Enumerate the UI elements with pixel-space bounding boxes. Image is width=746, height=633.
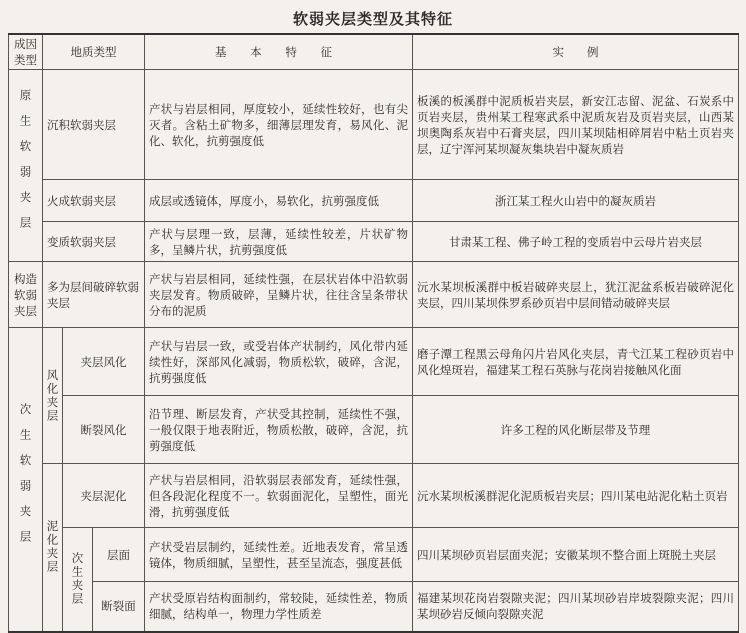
- features-cell: 产状受岩层制约，延续性差。近地表发育，常呈透镜体，物质细腻，呈塑性，甚至呈流态，强度甚低: [145, 528, 413, 582]
- category-primary: 原生软弱夹层: [9, 70, 43, 262]
- examples-cell: 板溪的板溪群中泥质板岩夹层，新安江志留、泥盆、石炭系中页岩夹层，贵州某工程寒武系中泥质灰岩及页岩夹层，山西某坝奥陶系灰岩中石膏夹层，四川某坝陆相碎屑岩中粘土页岩夹层，辽宁浑河某坝凝灰集块岩中凝灰质岩: [413, 70, 739, 180]
- features-cell: 产状与岩层一致，或受岩体产状制约，风化带内延续性好，深部风化减弱，物质松软，破碎，含泥，抗剪强度低: [145, 328, 413, 396]
- subcategory-secondary-sub: 次生夹层: [63, 528, 93, 632]
- features-cell: 成层或透镜体，厚度小，易软化，抗剪强度低: [145, 180, 413, 222]
- weak-interlayer-table: [8, 33, 739, 633]
- category-tectonic: 构造软弱夹层: [9, 262, 43, 328]
- header-examples: 实 例: [413, 34, 739, 70]
- header-cause-type: 成因 类型: [9, 34, 43, 70]
- table-row: [9, 70, 739, 180]
- features-cell: 产状与岩层相同，延续性强，在层状岩体中沿软弱夹层发育。物质破碎，呈鳞片状，往往含呈条带状分布的泥质: [145, 262, 413, 328]
- geo-type-cell: 夹层泥化: [63, 464, 145, 528]
- table-row: [9, 528, 739, 582]
- examples-cell: 沅水某坝板溪群泥化泥质板岩夹层；四川某电站泥化粘土页岩: [413, 464, 739, 528]
- geo-type-cell: 断裂面: [93, 582, 145, 632]
- features-cell: 产状受原岩结构面制约，常较陡，延续性差，物质细腻，结构单一，物理力学性质差: [145, 582, 413, 632]
- examples-cell: 磨子潭工程黑云母角闪片岩风化夹层，青弋江某工程砂页岩中风化煌斑岩，福建某工程石英脉与花岗岩接触风化面: [413, 328, 739, 396]
- table-row: [9, 180, 739, 222]
- category-secondary: 次生软弱夹层: [9, 328, 43, 632]
- geo-type-cell: 沉积软弱夹层: [43, 70, 145, 180]
- features-cell: 沿节理、断层发育，产状受其控制，延续性不强，一般仅限于地表附近，物质松散，破碎，含泥，抗剪强度低: [145, 396, 413, 464]
- examples-cell: 福建某坝花岗岩裂隙夹泥；四川某坝砂岩岸坡裂隙夹泥；四川某坝砂岩反倾向裂隙夹泥: [413, 582, 739, 632]
- header-row: [9, 34, 739, 70]
- subcategory-weathered: 风化夹层: [43, 328, 63, 464]
- geo-type-cell: 层面: [93, 528, 145, 582]
- examples-cell: 沅水某坝板溪群中板岩破碎夹层上，犹江泥盆系板岩破碎泥化夹层，四川某坝侏罗系砂页岩中层间错动破碎夹层: [413, 262, 739, 328]
- table-row: [9, 222, 739, 262]
- geo-type-cell: 多为层间破碎软弱夹层: [43, 262, 145, 328]
- examples-cell: 浙江某工程火山岩中的凝灰质岩: [413, 180, 739, 222]
- geo-type-cell: 夹层风化: [63, 328, 145, 396]
- geo-type-cell: 断裂风化: [63, 396, 145, 464]
- examples-cell: 甘肃某工程、佛子岭工程的变质岩中云母片岩夹层: [413, 222, 739, 262]
- features-cell: 产状与层理一致，层薄，延续性较差，片状矿物多，呈鳞片状，抗剪强度低: [145, 222, 413, 262]
- geo-type-cell: 变质软弱夹层: [43, 222, 145, 262]
- table-row: [9, 582, 739, 632]
- features-cell: 产状与岩层相同，厚度较小，延续性较好，也有尖灭者。含粘土矿物多，细薄层理发育，易风化、泥化、软化，抗剪强度低: [145, 70, 413, 180]
- header-geo-type: 地质类型: [43, 34, 145, 70]
- table-title: 软弱夹层类型及其特征: [292, 10, 453, 28]
- header-features: 基 本 特 征: [145, 34, 413, 70]
- table-row: [9, 396, 739, 464]
- table-row: [9, 328, 739, 396]
- examples-cell: 许多工程的风化断层带及节理: [413, 396, 739, 464]
- features-cell: 产状与岩层相同，沿软弱层表部发育，延续性强，但各段泥化程度不一。软弱面泥化，呈塑性，面光滑，抗剪强度低: [145, 464, 413, 528]
- subcategory-muddy: 泥化夹层: [43, 464, 63, 632]
- table-row: [9, 262, 739, 328]
- table-row: [9, 464, 739, 528]
- geo-type-cell: 火成软弱夹层: [43, 180, 145, 222]
- examples-cell: 四川某坝砂页岩层面夹泥；安徽某坝不整合面上斑脱土夹层: [413, 528, 739, 582]
